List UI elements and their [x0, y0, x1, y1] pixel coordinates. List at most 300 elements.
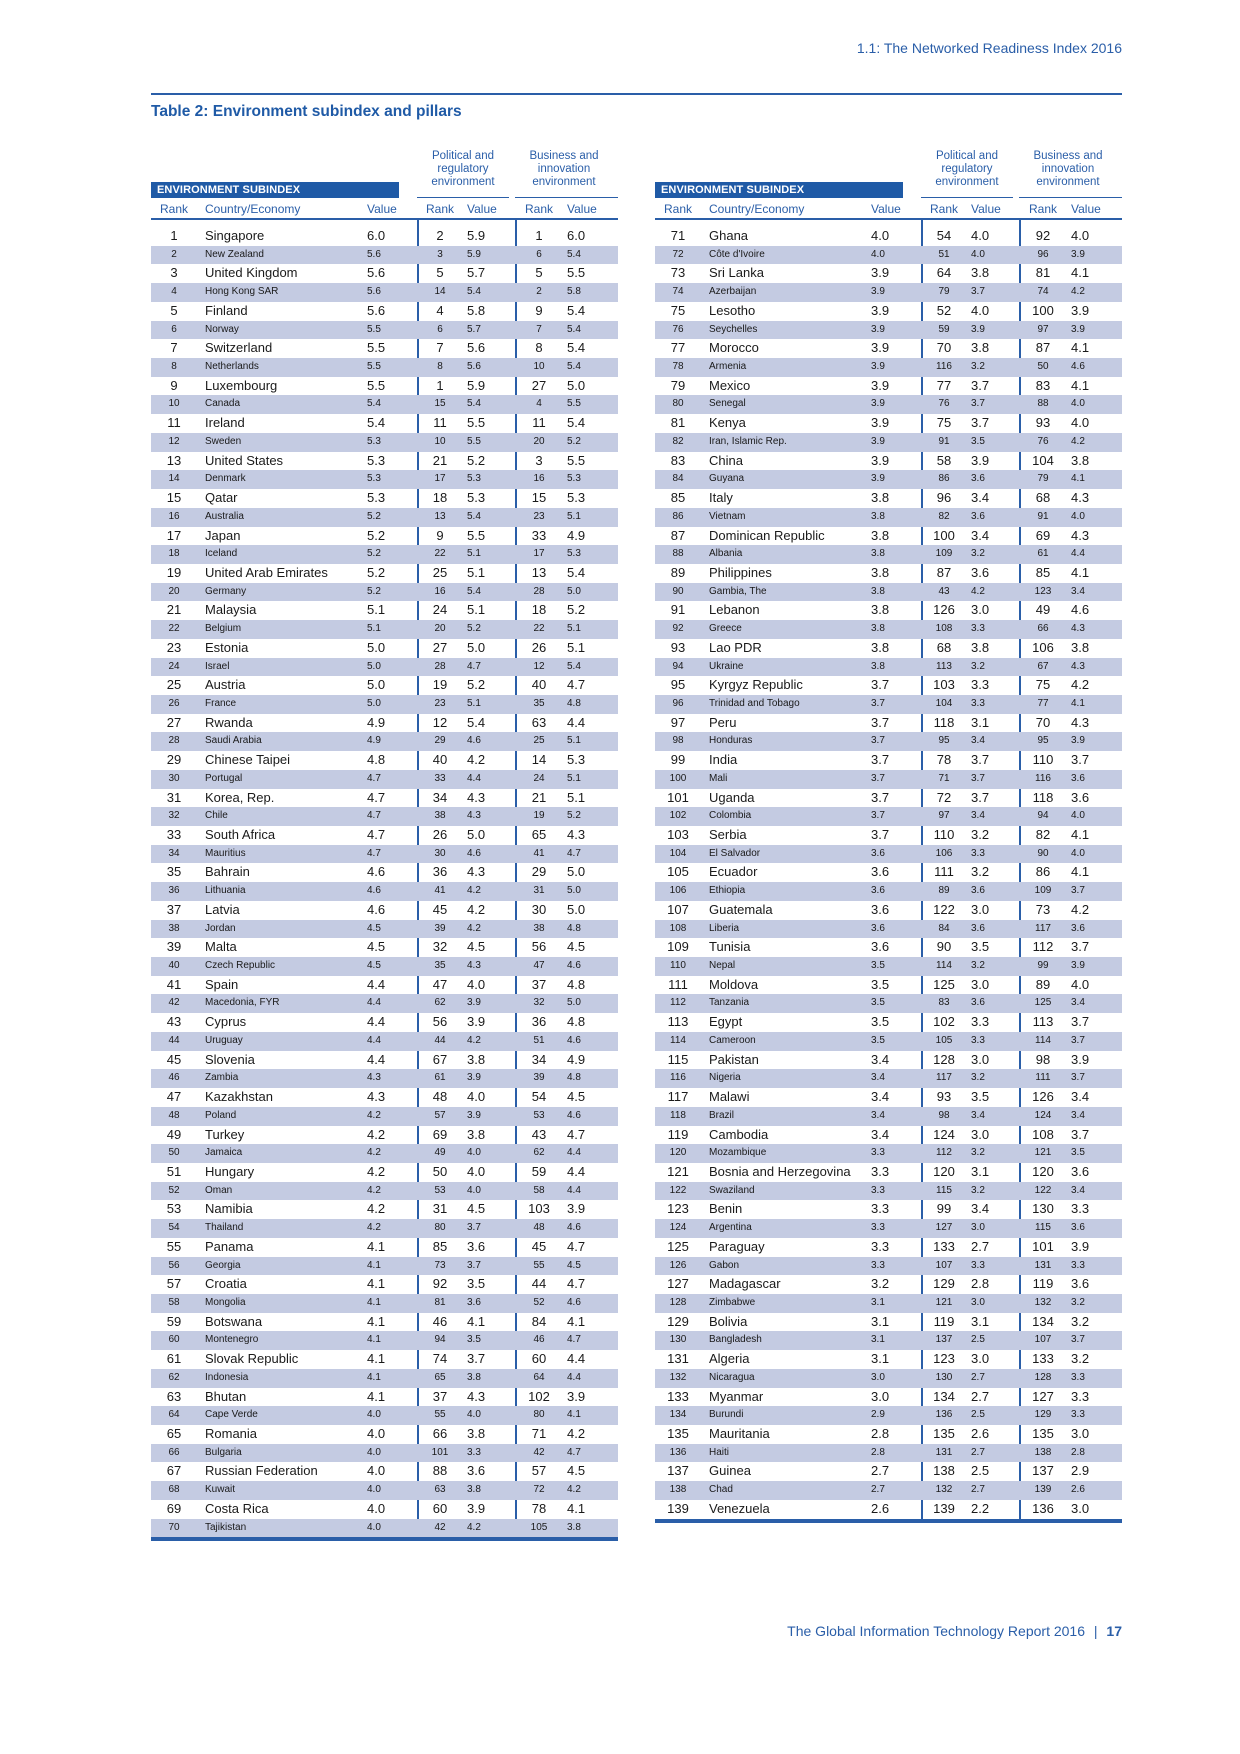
cell-political-rank: 116	[936, 361, 952, 373]
table-row	[655, 452, 1122, 471]
cell-country: Brazil	[709, 1109, 735, 1121]
cell-business-rank: 55	[533, 1259, 545, 1271]
cell-political-rank: 114	[936, 960, 952, 972]
table-row	[151, 1519, 618, 1538]
cell-political-value: 2.6	[971, 1426, 990, 1441]
cell-business-rank: 50	[1037, 361, 1049, 373]
cell-business-rank: 19	[533, 810, 545, 822]
cell-country: Estonia	[205, 639, 249, 655]
cell-rank: 25	[166, 677, 182, 693]
cell-political-value: 3.0	[971, 602, 990, 618]
cell-rank: 86	[672, 510, 684, 522]
cell-political-value: 3.0	[971, 976, 990, 992]
column-headers	[655, 198, 1122, 218]
cell-rank: 31	[166, 789, 182, 805]
cell-business-value: 3.7	[1071, 1014, 1090, 1030]
cell-country: Malawi	[709, 1089, 750, 1105]
cell-value: 3.9	[871, 302, 890, 318]
cell-value: 4.1	[367, 1351, 386, 1367]
col-rank: Rank	[159, 202, 188, 216]
cell-business-value: 4.4	[567, 1147, 581, 1159]
cell-political-rank: 129	[933, 1276, 955, 1292]
cell-rank: 28	[168, 735, 180, 747]
cell-business-rank: 111	[1035, 1072, 1051, 1084]
table-row	[655, 938, 1122, 957]
cell-business-value: 2.6	[1071, 1484, 1085, 1496]
cell-business-value: 4.8	[567, 922, 581, 934]
cell-political-value: 3.0	[971, 901, 990, 917]
cell-business-rank: 30	[531, 901, 547, 917]
table-row	[655, 414, 1122, 433]
cell-value: 3.5	[871, 1034, 885, 1046]
cell-business-value: 3.9	[1071, 960, 1085, 972]
cell-country: Korea, Rep.	[205, 789, 275, 805]
cell-political-rank: 47	[432, 976, 448, 992]
cell-business-rank: 93	[1035, 415, 1051, 431]
table-row	[151, 676, 618, 695]
cell-political-rank: 96	[936, 490, 952, 506]
cell-political-rank: 31	[432, 1201, 448, 1217]
cell-value: 4.3	[367, 1089, 386, 1105]
cell-rank: 104	[669, 847, 687, 859]
cell-political-value: 3.8	[467, 1051, 486, 1067]
table-row	[655, 1051, 1122, 1070]
cell-rank: 53	[166, 1201, 182, 1217]
cell-rank: 12	[168, 435, 180, 447]
cell-value: 4.1	[367, 1388, 386, 1404]
cell-business-rank: 25	[533, 735, 545, 747]
cell-value: 5.1	[367, 623, 381, 635]
cell-business-value: 4.7	[567, 1276, 586, 1292]
cell-value: 3.8	[871, 602, 890, 618]
cell-business-value: 4.4	[567, 1351, 586, 1367]
cell-country: Nicaragua	[709, 1371, 755, 1383]
cell-business-rank: 34	[531, 1051, 547, 1067]
page-number: 17	[1106, 1623, 1122, 1639]
cell-business-rank: 131	[1034, 1259, 1052, 1271]
col-political-rank: Rank	[425, 202, 454, 216]
cell-country: Finland	[205, 302, 248, 318]
cell-business-rank: 108	[1032, 1126, 1054, 1142]
cell-business-value: 4.0	[1071, 810, 1085, 822]
cell-value: 5.0	[367, 639, 386, 655]
group-header	[151, 150, 618, 198]
cell-business-rank: 99	[1037, 960, 1049, 972]
cell-rank: 55	[166, 1238, 182, 1254]
cell-political-rank: 20	[434, 623, 446, 635]
cell-rank: 131	[667, 1351, 689, 1367]
table-row	[655, 807, 1122, 826]
cell-country: Gambia, The	[709, 585, 767, 597]
cell-value: 3.5	[871, 1014, 890, 1030]
cell-rank: 46	[168, 1072, 180, 1084]
cell-rank: 118	[670, 1109, 686, 1121]
cell-value: 5.0	[367, 677, 386, 693]
cell-business-value: 3.7	[1071, 1034, 1085, 1046]
cell-business-value: 4.7	[567, 1238, 586, 1254]
cell-country: Oman	[205, 1184, 233, 1196]
cell-business-rank: 85	[1035, 564, 1051, 580]
cell-value: 3.4	[871, 1109, 885, 1121]
cell-business-value: 3.7	[1071, 752, 1090, 768]
cell-political-value: 3.8	[971, 265, 990, 281]
cell-value: 3.0	[871, 1388, 890, 1404]
table-row	[151, 1350, 618, 1369]
table-row	[655, 1107, 1122, 1126]
cell-value: 4.7	[367, 847, 381, 859]
cell-rank: 39	[166, 939, 182, 955]
cell-business-value: 3.9	[1071, 1238, 1090, 1254]
cell-rank: 83	[670, 452, 686, 468]
table-row	[151, 920, 618, 939]
cell-country: Mozambique	[709, 1147, 767, 1159]
cell-business-value: 5.5	[567, 452, 586, 468]
cell-country: Trinidad and Tobago	[709, 697, 800, 709]
cell-political-value: 4.3	[467, 1388, 486, 1404]
cell-political-value: 4.2	[467, 1521, 481, 1533]
cell-political-value: 3.6	[971, 564, 990, 580]
cell-business-value: 5.0	[567, 585, 581, 597]
cell-business-rank: 56	[531, 939, 547, 955]
cell-political-value: 4.6	[467, 847, 481, 859]
cell-rank: 139	[667, 1500, 689, 1516]
cell-business-rank: 33	[531, 527, 547, 543]
cell-political-value: 5.2	[467, 452, 486, 468]
table-row	[655, 545, 1122, 564]
cell-rank: 93	[670, 639, 686, 655]
cell-political-rank: 93	[936, 1089, 952, 1105]
table-row	[655, 1182, 1122, 1201]
table-row	[655, 283, 1122, 302]
cell-political-value: 3.3	[467, 1446, 481, 1458]
cell-political-rank: 94	[434, 1334, 446, 1346]
cell-business-rank: 44	[531, 1276, 547, 1292]
cell-value: 4.7	[367, 789, 386, 805]
cell-political-rank: 122	[933, 901, 955, 917]
cell-business-rank: 135	[1032, 1426, 1054, 1441]
cell-rank: 64	[168, 1409, 180, 1421]
table-row	[151, 1013, 618, 1032]
cell-political-value: 3.3	[971, 847, 985, 859]
cell-country: Azerbaijan	[709, 286, 757, 298]
cell-political-value: 5.0	[467, 639, 486, 655]
cell-value: 3.1	[871, 1296, 885, 1308]
cell-political-value: 2.7	[971, 1371, 985, 1383]
table-row	[151, 1481, 618, 1500]
cell-business-value: 4.1	[1071, 827, 1090, 842]
cell-value: 5.4	[367, 415, 386, 431]
cell-political-value: 5.4	[467, 286, 481, 298]
page-footer	[787, 1623, 1122, 1639]
cell-political-value: 3.6	[971, 885, 985, 897]
cell-political-rank: 15	[434, 398, 446, 410]
cell-value: 4.2	[367, 1222, 381, 1234]
cell-country: Myanmar	[709, 1388, 764, 1404]
cell-political-rank: 1	[436, 377, 444, 393]
col-rank: Rank	[663, 202, 692, 216]
cell-political-value: 2.8	[971, 1276, 990, 1292]
cell-political-rank: 128	[933, 1051, 955, 1067]
cell-business-value: 4.3	[1071, 714, 1090, 730]
cell-political-rank: 44	[434, 1034, 446, 1046]
cell-country: Colombia	[709, 810, 752, 822]
cell-business-value: 4.1	[1071, 340, 1090, 356]
cell-country: Bulgaria	[205, 1446, 242, 1458]
cell-rank: 35	[166, 864, 182, 880]
cell-political-rank: 136	[935, 1409, 953, 1421]
cell-political-value: 5.8	[467, 302, 486, 318]
cell-political-value: 3.9	[971, 452, 990, 468]
cell-country: Kuwait	[205, 1484, 236, 1496]
table-row	[655, 1331, 1122, 1350]
cell-rank: 121	[667, 1163, 689, 1179]
cell-business-value: 4.6	[1071, 602, 1090, 618]
cell-business-value: 4.5	[567, 1089, 586, 1105]
cell-rank: 2	[171, 248, 177, 260]
table-row	[151, 695, 618, 714]
cell-political-value: 3.7	[467, 1222, 481, 1234]
cell-country: Nigeria	[709, 1072, 741, 1084]
cell-rank: 13	[166, 452, 182, 468]
cell-business-rank: 78	[531, 1500, 547, 1516]
cell-country: Cameroon	[709, 1034, 756, 1046]
cell-country: Burundi	[709, 1409, 744, 1421]
cell-business-rank: 5	[535, 265, 543, 281]
cell-political-rank: 76	[938, 398, 950, 410]
group-header	[655, 150, 1122, 198]
cell-value: 3.9	[871, 323, 885, 335]
cell-value: 5.3	[367, 473, 381, 485]
cell-value: 4.1	[367, 1334, 381, 1346]
cell-business-rank: 21	[531, 789, 547, 805]
cell-political-rank: 61	[434, 1072, 446, 1084]
cell-political-value: 3.4	[971, 1109, 985, 1121]
cell-political-value: 3.4	[971, 735, 985, 747]
cell-business-value: 5.4	[567, 564, 586, 580]
cell-political-rank: 55	[434, 1409, 446, 1421]
cell-country: Jamaica	[205, 1147, 243, 1159]
cell-business-value: 4.5	[567, 1463, 586, 1479]
cell-rank: 63	[166, 1388, 182, 1404]
cell-political-value: 5.3	[467, 490, 486, 506]
table-row	[655, 339, 1122, 358]
table-row	[151, 1462, 618, 1481]
cell-business-rank: 13	[531, 564, 547, 580]
cell-political-value: 3.2	[971, 1184, 985, 1196]
cell-value: 2.7	[871, 1463, 890, 1479]
cell-country: Dominican Republic	[709, 527, 825, 543]
cell-business-rank: 130	[1032, 1201, 1054, 1217]
cell-business-rank: 137	[1032, 1463, 1054, 1479]
cell-political-value: 4.5	[467, 939, 486, 955]
table-row	[151, 1182, 618, 1201]
business-group-header: Business and innovation environment	[1033, 150, 1103, 188]
cell-country: Ecuador	[709, 864, 758, 880]
cell-political-rank: 62	[434, 997, 446, 1009]
cell-political-rank: 88	[432, 1463, 448, 1479]
cell-business-value: 6.0	[567, 228, 586, 243]
cell-business-value: 3.4	[1071, 585, 1085, 597]
table-row	[151, 1069, 618, 1088]
table-row	[151, 1257, 618, 1276]
cell-political-rank: 82	[938, 510, 950, 522]
cell-business-rank: 46	[533, 1334, 545, 1346]
table-row	[151, 339, 618, 358]
cell-business-value: 3.0	[1071, 1426, 1090, 1441]
cell-business-rank: 57	[531, 1463, 547, 1479]
cell-country: Nepal	[709, 960, 736, 972]
cell-political-rank: 108	[935, 623, 953, 635]
cell-rank: 105	[667, 864, 689, 880]
cell-political-rank: 120	[933, 1163, 955, 1179]
cell-country: Montenegro	[205, 1334, 259, 1346]
cell-country: Netherlands	[205, 361, 259, 373]
cell-business-value: 5.1	[567, 772, 581, 784]
cell-political-value: 3.3	[971, 697, 985, 709]
cell-political-rank: 87	[936, 564, 952, 580]
cell-rank: 84	[672, 473, 684, 485]
cell-rank: 119	[667, 1126, 689, 1142]
cell-country: Costa Rica	[205, 1500, 269, 1516]
cell-business-rank: 54	[531, 1089, 547, 1105]
cell-value: 3.7	[871, 789, 890, 805]
cell-rank: 24	[168, 660, 180, 672]
cell-business-rank: 79	[1037, 473, 1049, 485]
cell-country: Uruguay	[205, 1034, 243, 1046]
political-group-header: Political and regulatory environment	[431, 150, 495, 188]
cell-country: Benin	[709, 1201, 743, 1217]
cell-rank: 51	[166, 1163, 182, 1179]
table-row	[655, 957, 1122, 976]
cell-political-rank: 10	[434, 435, 446, 447]
table-row	[655, 508, 1122, 527]
cell-country: Luxembourg	[205, 377, 278, 393]
table-row	[655, 770, 1122, 789]
table-row	[655, 1069, 1122, 1088]
cell-country: India	[709, 752, 738, 768]
cell-business-rank: 23	[533, 510, 545, 522]
cell-political-rank: 100	[933, 527, 955, 543]
cell-business-value: 4.1	[1071, 864, 1090, 880]
cell-country: Thailand	[205, 1222, 244, 1234]
cell-business-value: 4.2	[1071, 435, 1085, 447]
cell-business-value: 4.2	[567, 1426, 586, 1441]
cell-political-rank: 66	[432, 1426, 448, 1441]
cell-business-rank: 134	[1032, 1313, 1054, 1329]
table-row	[151, 901, 618, 920]
cell-country: Paraguay	[709, 1238, 765, 1254]
table-row	[151, 938, 618, 957]
cell-rank: 71	[670, 228, 686, 243]
cell-business-value: 4.6	[567, 1296, 581, 1308]
cell-political-value: 5.4	[467, 398, 481, 410]
table-row	[655, 695, 1122, 714]
cell-business-value: 4.1	[1071, 473, 1085, 485]
col-business-value: Value	[567, 202, 597, 216]
cell-political-value: 4.2	[467, 1034, 481, 1046]
table-row	[151, 1500, 618, 1519]
cell-political-value: 4.0	[467, 1147, 481, 1159]
cell-political-rank: 14	[434, 286, 446, 298]
cell-political-value: 5.1	[467, 548, 481, 560]
cell-rank: 125	[667, 1238, 689, 1254]
cell-political-rank: 33	[434, 772, 446, 784]
cell-business-value: 4.2	[1071, 286, 1085, 298]
running-head: 1.1: The Networked Readiness Index 2016	[856, 40, 1122, 56]
cell-value: 4.0	[367, 1426, 386, 1441]
cell-country: Madagascar	[709, 1276, 781, 1292]
cell-political-rank: 126	[933, 602, 955, 618]
cell-rank: 113	[667, 1014, 689, 1030]
cell-rank: 27	[166, 714, 182, 730]
col-political-rank: Rank	[929, 202, 958, 216]
table-row	[655, 470, 1122, 489]
cell-country: United Kingdom	[205, 265, 298, 281]
cell-political-value: 3.2	[971, 660, 985, 672]
cell-value: 4.9	[367, 735, 381, 747]
cell-country: Guyana	[709, 473, 745, 485]
cell-political-rank: 109	[935, 548, 953, 560]
cell-political-rank: 80	[434, 1222, 446, 1234]
cell-rank: 11	[167, 415, 181, 431]
cell-value: 4.6	[367, 885, 381, 897]
cell-rank: 106	[669, 885, 687, 897]
cell-value: 6.0	[367, 228, 386, 243]
table-row	[655, 227, 1122, 246]
cell-political-value: 3.4	[971, 527, 990, 543]
cell-political-value: 2.5	[971, 1463, 990, 1479]
cell-political-value: 5.5	[467, 527, 486, 543]
table-row	[151, 1107, 618, 1126]
cell-country: Panama	[205, 1238, 254, 1254]
cell-business-value: 3.6	[1071, 922, 1085, 934]
cell-political-rank: 52	[936, 302, 952, 318]
cell-business-rank: 102	[528, 1388, 550, 1404]
cell-country: Lithuania	[205, 885, 246, 897]
cell-value: 3.9	[871, 452, 890, 468]
table-row	[655, 1238, 1122, 1257]
cell-political-value: 3.2	[971, 960, 985, 972]
cell-country: Croatia	[205, 1276, 247, 1292]
cell-country: United States	[205, 452, 284, 468]
cell-political-rank: 35	[434, 960, 446, 972]
table-row	[151, 395, 618, 414]
cell-rank: 94	[672, 660, 684, 672]
cell-rank: 74	[672, 286, 684, 298]
cell-value: 3.8	[871, 623, 885, 635]
col-value: Value	[871, 202, 901, 216]
cell-value: 3.1	[871, 1313, 890, 1329]
cell-rank: 36	[168, 885, 180, 897]
cell-rank: 133	[667, 1388, 689, 1404]
table-body	[151, 220, 618, 1537]
cell-business-rank: 10	[533, 361, 545, 373]
cell-country: Tajikistan	[205, 1521, 247, 1533]
cell-rank: 48	[168, 1109, 180, 1121]
cell-business-rank: 47	[533, 960, 545, 972]
cell-rank: 1	[170, 228, 178, 243]
cell-rank: 81	[670, 415, 686, 431]
cell-business-rank: 122	[1034, 1184, 1052, 1196]
cell-country: Gabon	[709, 1259, 740, 1271]
cell-business-rank: 116	[1035, 772, 1051, 784]
cell-rank: 47	[166, 1089, 182, 1105]
cell-rank: 54	[168, 1222, 180, 1234]
cell-value: 3.8	[871, 548, 885, 560]
cell-business-rank: 43	[531, 1126, 547, 1142]
cell-rank: 96	[672, 697, 684, 709]
cell-political-rank: 86	[938, 473, 950, 485]
